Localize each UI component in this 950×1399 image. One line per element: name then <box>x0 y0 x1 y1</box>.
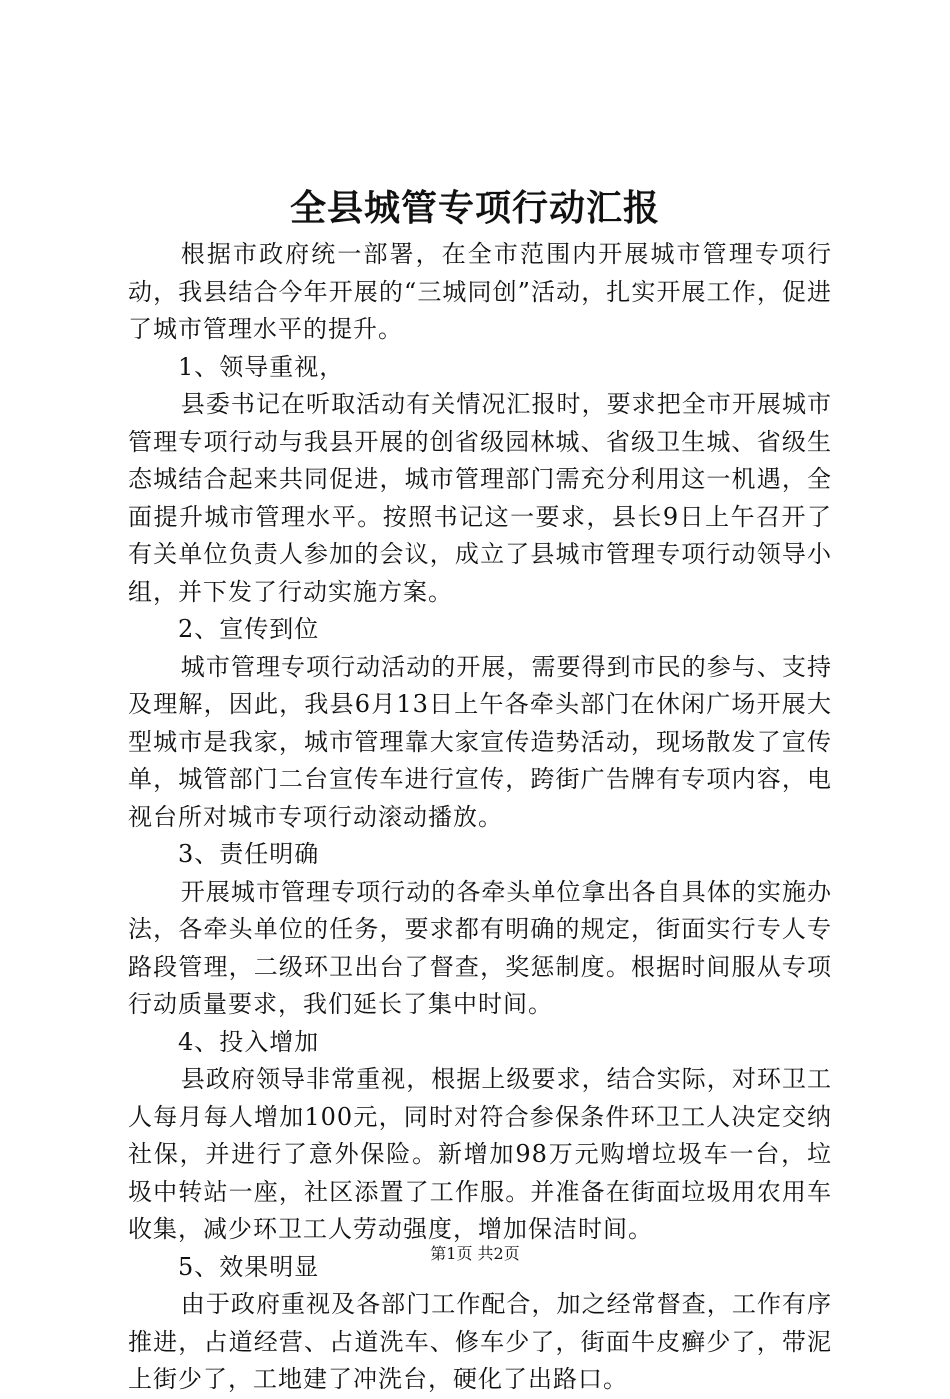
section-paragraph-1: 县委书记在听取活动有关情况汇报时，要求把全市开展城市管理专项行动与我县开展的创省级园林城、省级卫生城、省级生态城结合起来共同促进，城市管理部门需充分利用这一机遇，全面提升城市管理水平。按照书记这一要求，县长9日上午召开了有关单位负责人参加的会议，成立了县城市管理专项行动领导小组，并下发了行动实施方案。 <box>128 390 832 606</box>
page-number-footer: 第1页 共2页 <box>430 1244 520 1263</box>
section-paragraph-3: 开展城市管理专项行动的各牵头单位拿出各自具体的实施办法，各牵头单位的任务，要求都有明确的规定，街面实行专人专路段管理，二级环卫出台了督查，奖惩制度。根据时间服从专项行动质量要求，我们延长了集中时间。 <box>128 877 832 1018</box>
section-heading-5: 5、效果明显 <box>178 1252 320 1281</box>
section-heading-1: 1、领导重视， <box>178 352 345 381</box>
section-paragraph-4: 县政府领导非常重视，根据上级要求，结合实际，对环卫工人每月每人增加100元，同时对符合参保条件环卫工人决定交纳社保，并进行了意外保险。新增加98万元购增垃圾车一台，垃圾中转站一座，社区添置了工作服。并准备在街面垃圾用农用车收集，减少环卫工人劳动强度，增加保洁时间。 <box>128 1065 832 1243</box>
document-title: 全县城管专项行动汇报 <box>289 187 660 229</box>
section-heading-2: 2、宣传到位 <box>178 615 320 643</box>
section-heading-4: 4、投入增加 <box>178 1027 320 1056</box>
section-paragraph-2: 城市管理专项行动活动的开展，需要得到市民的参与、支持及理解，因此，我县6月13日上午各牵头部门在休闲广场开展大型城市是我家，城市管理靠大家宣传造势活动，现场散发了宣传单，城管部门二台宣传车进行宣传，跨街广告牌有专项内容，电视台所对城市专项行动滚动播放。 <box>128 652 832 831</box>
section-paragraph-5: 由于政府重视及各部门工作配合，加之经常督查，工作有序推进，占道经营、占道洗车、修车少了，街面牛皮癣少了，带泥上街少了，工地建了冲洗台，硬化了出路口。 <box>128 1290 832 1393</box>
document-body <box>128 236 832 1399</box>
intro-paragraph: 根据市政府统一部署，在全市范围内开展城市管理专项行动，我县结合今年开展的“三城同创”活动，扎实开展工作，促进了城市管理水平的提升。 <box>128 240 832 343</box>
section-heading-3: 3、责任明确 <box>178 840 320 868</box>
